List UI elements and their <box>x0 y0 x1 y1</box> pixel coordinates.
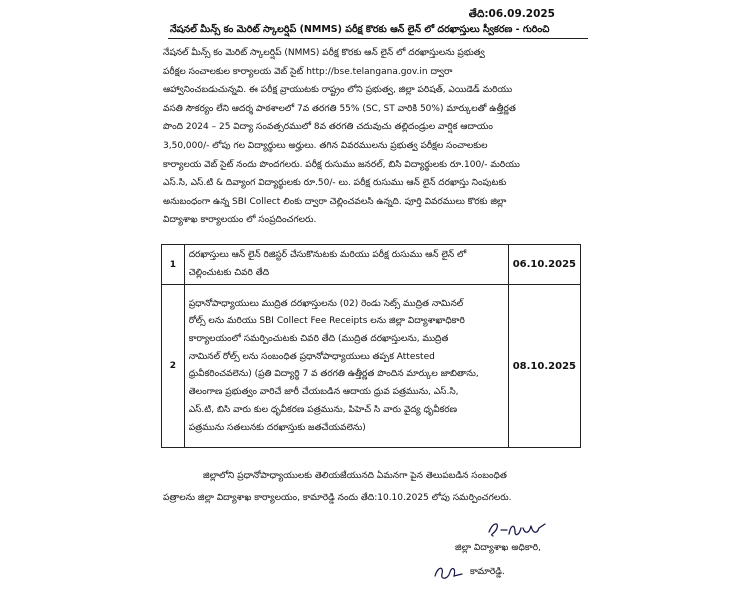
signatory-designation: జిల్లా విద్యాశాఖ అధికారి, <box>455 543 541 553</box>
description-line: దరఖాస్తులు ఆన్ లైన్ రిజిస్టర్ చేసుకొనుటకు మరియు పరీక్ష రుసుము ఆన్ లైన్ లో <box>188 250 467 260</box>
body-line: ఆహ్వానించబడుచున్నవి. ఈ పరీక్ష వ్రాయుటకు రాష్ట్రం లోని ప్రభుత్వ, జిల్లా పరిషత్, ఎయిడెడ్ మరియు <box>163 85 513 96</box>
description-line: కార్యాలయంలో సమర్పించుటకు చివరి తేది (ముద్రిత దరఖాస్తులను, ముద్రిత <box>188 334 449 344</box>
table-row <box>162 245 581 285</box>
body-line: నేషనల్ మీన్స్ కం మెరిట్ స్కాలర్షిప్ (NMMS) పరీక్ష కొరకు ఆన్ లైన్ లో దరఖాస్తులను ప్రభుత్వ <box>163 48 485 58</box>
description-line: ఎస్.టి, బిసి వారు కుల ధృవీకరణ పత్రమును, పిహెచ్ సి వారు వైద్య ధృవీకరణ <box>188 404 458 415</box>
body-line: పరీక్షల సంచాలకుల కార్యాలయ వెబ్ సైట్ http://bse.telangana.gov.in ద్వారా <box>163 66 453 77</box>
handwritten-signature <box>485 518 565 540</box>
row-number: 2 <box>162 285 185 448</box>
initial-mark <box>432 562 466 584</box>
initial-graphic <box>432 562 466 584</box>
description-line: ప్రధానోపాధ్యాయులు ముద్రిత దరఖాస్తులను (02) రెండు సెట్స్ ముద్రిత నామినల్ <box>188 298 464 309</box>
description-line: పత్రమును సతలునకు దరఖాస్తుకు జతచేయవలెను) <box>188 422 366 433</box>
closing-line: పత్రాలను జిల్లా విద్యాశాఖ కార్యాలయం, కామారెడ్డి నందు తేది:10.10.2025 లోపు సమర్పించగలరు. <box>163 493 512 503</box>
row-description <box>184 245 508 285</box>
circular-date: తేది:06.09.2025 <box>468 8 555 20</box>
description-line: చెల్లించుటకు చివరి తేది <box>188 267 270 278</box>
row-deadline: 08.10.2025 <box>508 285 580 448</box>
table-row <box>162 285 581 448</box>
body-line: వసతి సౌకర్యం లేని ఆదర్శ పాఠశాలలో 7వ తరగతి 55% (SC, ST వారికి 50%) మార్కులతో ఉత్తీర్ణత <box>163 103 516 114</box>
body-line: 3,50,000/- లోపు గల విద్యార్థులు అర్హులు. తగిన వివరములను ప్రభుత్వ పరీక్షల సంచాలకుల <box>163 140 488 151</box>
schedule-table <box>161 244 581 448</box>
body-line: ఎస్.సి, ఎస్.టి & దివ్యాంగ విద్యార్థులకు రూ.50/- లు. పరీక్ష రుసుము ఆన్ లైన్ దరఖాస్తు నింపుటకు <box>163 178 507 189</box>
body-paragraph <box>163 44 581 230</box>
row-number: 1 <box>162 245 185 285</box>
row-deadline: 06.10.2025 <box>508 245 580 285</box>
row-description <box>184 285 508 448</box>
description-line: నామినల్ రోల్స్ లను సంబంధిత ప్రధానోపాధ్యాయులు తప్పక Attested <box>188 351 435 362</box>
body-line: విద్యాశాఖ కార్యాలయం లో సంప్రదించగలరు. <box>163 215 317 226</box>
subject-underline <box>168 38 588 39</box>
signature-graphic <box>485 518 565 540</box>
signatory-office: కామారెడ్డి. <box>470 567 505 577</box>
body-line: కార్యాలయ వెబ్ సైట్ నందు పొందగలరు. పరీక్ష రుసుము జనరల్, బిసి విద్యార్థులకు రూ.100/- మరియు <box>163 159 520 170</box>
closing-line: జిల్లాలోని ప్రధానోపాధ్యాయులకు తెలియజేయునది ఏమనగా పైన తెలుపబడిన సంబంధిత <box>203 471 507 481</box>
circular-subject: నేషనల్ మీన్స్ కం మెరిట్ స్కాలర్షిప్ (NMMS) పరీక్ష కొరకు ఆన్ లైన్ లో దరఖాస్తులు స్వీకరణ - గురించి <box>170 24 550 35</box>
body-line: పొంది 2024 – 25 విద్యా సంవత్సరములో 8వ తరగతి చదువుచు తల్లిదండ్రుల వార్షిక ఆదాయం <box>163 122 493 133</box>
description-line: రోల్స్ లను మరియు SBI Collect Fee Receipts లను జిల్లా విద్యాశాఖాధికారి <box>188 316 465 327</box>
description-line: ధ్రువీకరించవలెను) (ప్రతి విద్యార్థి 7 వ తరగతి ఉత్తీర్ణత పొందిన మార్కుల జాబితాను, <box>188 369 479 380</box>
description-line: తెలంగాణ ప్రభుత్వం వారిచే జారీ చేయబడిన ఆదాయ ధ్రువ పత్రమును, ఎస్.సి, <box>188 387 459 398</box>
body-line: అనుబంధంగా ఉన్న SBI Collect లింకు ద్వారా చెల్లించవలసి ఉన్నది. పూర్తి వివరములు కొరకు జిల్లా <box>163 196 507 207</box>
closing-paragraph <box>163 465 583 509</box>
